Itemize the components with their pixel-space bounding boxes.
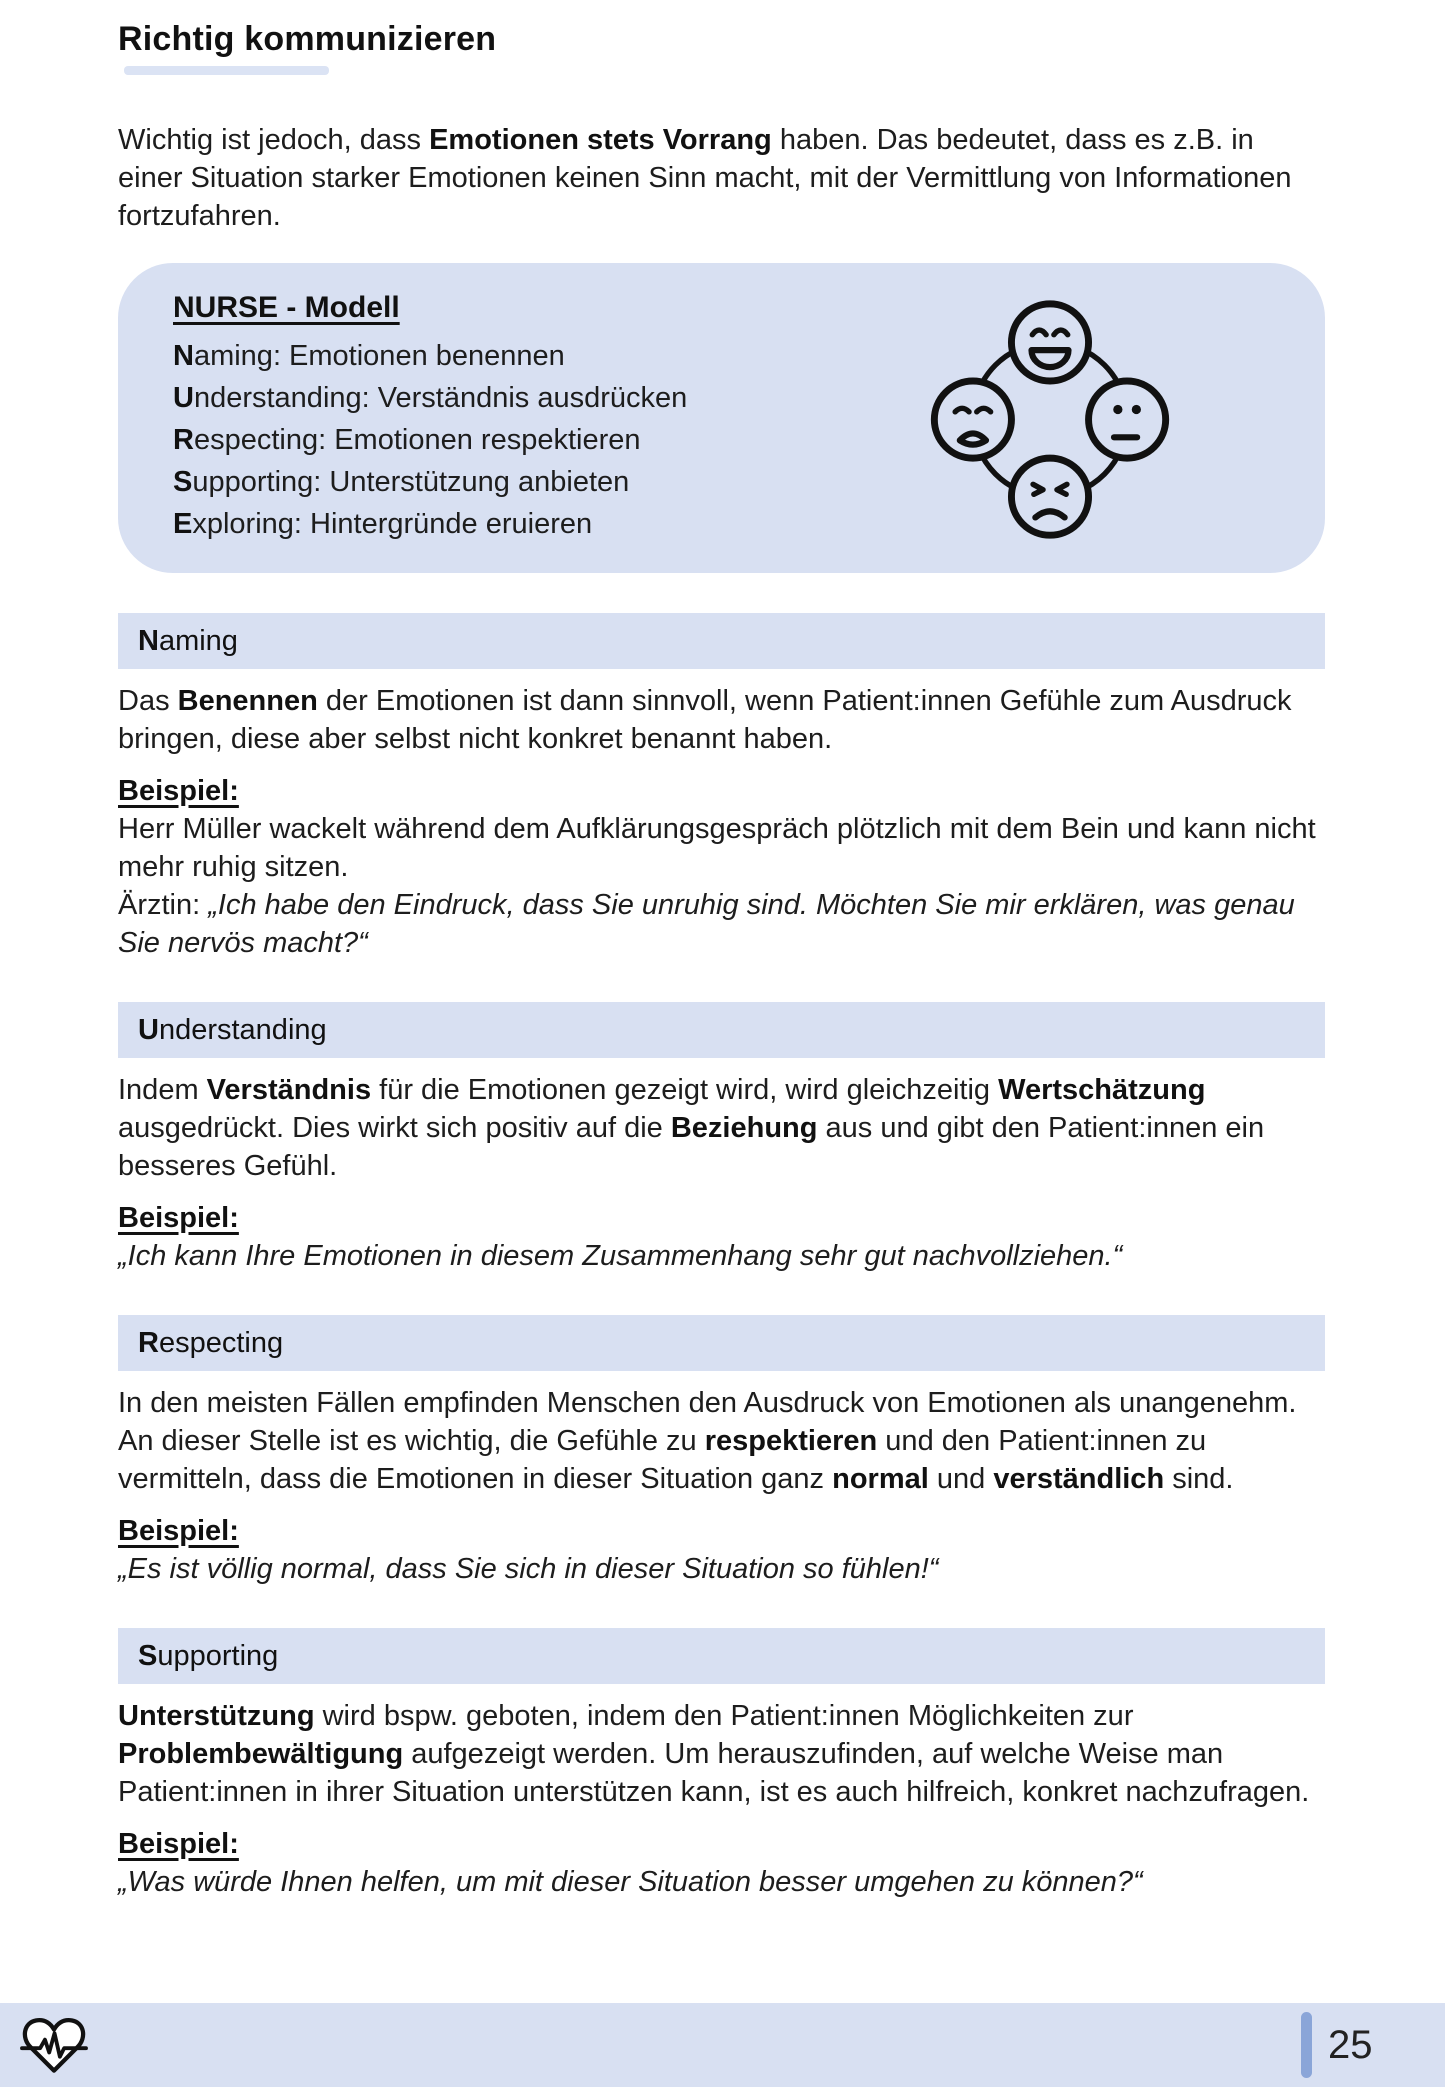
angry-face-icon (1011, 458, 1088, 535)
section-body (118, 1697, 1325, 1811)
four-emotion-faces-icon (925, 290, 1175, 546)
nurse-model-box (118, 263, 1325, 573)
text-segment: E (173, 508, 193, 540)
text-segment: xploring: Hintergründe eruieren (192, 508, 593, 540)
text-line (118, 1550, 1325, 1588)
text-segment: „Es ist völlig normal, dass Sie sich in dieser Situation so fühlen!“ (118, 1553, 939, 1585)
section-header (118, 1002, 1325, 1058)
text-segment: S (173, 466, 193, 498)
text-segment: Unterstützung (118, 1700, 315, 1732)
text-segment: „Ich habe den Eindruck, dass Sie unruhig sind. Möchten Sie mir erklären, was genau Sie nervös macht?“ (118, 889, 1295, 959)
text-segment: und (928, 1463, 994, 1495)
text-segment: ausgedrückt. Dies wirkt sich positiv auf die (118, 1112, 671, 1144)
text-line (173, 461, 925, 503)
page-number: 25 (1328, 2022, 1373, 2067)
section-header (118, 613, 1325, 669)
text-segment: U (173, 382, 194, 414)
text-segment: In den meisten Fällen empfinden Menschen den Ausdruck von Emotionen als unangenehm. An dieser Stelle ist es wichtig, die Gefühle zu (118, 1387, 1297, 1457)
text-segment: especting (158, 1326, 284, 1359)
beispiel-label: Beispiel: (118, 1828, 239, 1860)
page-number-group (1301, 2003, 1373, 2087)
section-body (118, 1071, 1325, 1185)
text-segment: aufgezeigt werden. Um herauszufinden, auf welche Weise man Patient:innen in ihrer Situation unterstützen kann, ist es auch hilfreich, konkret nachzufragen. (118, 1738, 1310, 1808)
text-segment: Beziehung (670, 1112, 818, 1144)
text-segment: Emotionen stets Vorrang (429, 124, 772, 156)
text-segment: Problembewältigung (118, 1738, 404, 1770)
happy-face-icon (1011, 304, 1088, 381)
text-line (173, 503, 925, 545)
text-segment: der Emotionen ist dann sinnvoll, wenn Patient:innen Gefühle zum Ausdruck bringen, diese aber selbst nicht konkret benannt haben. (118, 685, 1292, 755)
text-segment: U (138, 1013, 159, 1046)
text-segment: R (173, 424, 194, 456)
text-segment: für die Emotionen gezeigt wird, wird gleichzeitig (371, 1074, 999, 1106)
text-segment: nderstanding: Verständnis ausdrücken (193, 382, 688, 414)
text-segment: Herr Müller wackelt während dem Aufklärungsgespräch plötzlich mit dem Bein und kann nicht mehr ruhig sitzen. (118, 813, 1316, 883)
text-segment: haben. Das bedeutet, dass es z.B. in einer Situation starker Emotionen keinen Sinn macht, mit der Vermittlung von Informationen fortzufahren. (118, 124, 1292, 232)
text-segment: aming (158, 624, 238, 657)
section-supporting (118, 1628, 1325, 1901)
text-segment: Benennen (177, 685, 318, 717)
beispiel-label: Beispiel: (118, 1515, 239, 1547)
example-text (118, 1237, 1325, 1275)
example-text (118, 1863, 1325, 1901)
text-segment: verständlich (993, 1463, 1165, 1495)
text-segment: S (138, 1639, 158, 1672)
text-segment: N (138, 624, 159, 657)
section-body (118, 682, 1325, 758)
neutral-face-icon (1089, 381, 1166, 458)
text-segment: Wertschätzung (998, 1074, 1206, 1106)
text-segment: upporting: Unterstützung anbieten (192, 466, 630, 498)
text-segment: Indem (118, 1074, 207, 1106)
section-header (118, 1315, 1325, 1371)
text-line (118, 1237, 1325, 1275)
section-respecting (118, 1315, 1325, 1588)
text-segment: nderstanding (158, 1013, 327, 1046)
beispiel-label: Beispiel: (118, 1202, 239, 1234)
text-segment: N (173, 340, 194, 372)
text-segment: R (138, 1326, 159, 1359)
title-underline-decoration (124, 66, 329, 75)
heartbeat-heart-icon (18, 2013, 90, 2077)
text-line (173, 335, 925, 377)
text-line (118, 810, 1325, 886)
section-naming (118, 613, 1325, 962)
page-footer (0, 2003, 1445, 2087)
text-segment: und den Patient:innen zu vermitteln, dass die Emotionen in dieser Situation ganz (118, 1425, 1207, 1495)
text-segment: sind. (1164, 1463, 1234, 1495)
text-segment: „Was würde Ihnen helfen, um mit dieser Situation besser umgehen zu können?“ (118, 1866, 1143, 1898)
text-segment: wird bspw. geboten, indem den Patient:innen Möglichkeiten zur (314, 1700, 1134, 1732)
sad-face-icon (934, 381, 1011, 458)
text-segment: aming: Emotionen benennen (193, 340, 565, 372)
text-line (173, 377, 925, 419)
nurse-model-text (173, 291, 925, 545)
text-line (118, 1863, 1325, 1901)
title-block (118, 20, 1325, 75)
text-segment: respektieren (704, 1425, 878, 1457)
text-segment: Verständnis (206, 1074, 372, 1106)
section-header (118, 1628, 1325, 1684)
nurse-model-list (173, 335, 925, 545)
text-line (173, 419, 925, 461)
intro-paragraph (118, 121, 1325, 235)
text-segment: normal (832, 1463, 929, 1495)
page-number-accent-bar (1301, 2012, 1312, 2078)
text-segment: upporting (157, 1639, 279, 1672)
text-line (118, 886, 1325, 962)
beispiel-label: Beispiel: (118, 775, 239, 807)
text-segment: Wichtig ist jedoch, dass (118, 124, 430, 156)
nurse-model-title: NURSE - Modell (173, 291, 400, 324)
section-understanding (118, 1002, 1325, 1275)
page-title: Richtig kommunizieren (118, 20, 497, 58)
text-segment: „Ich kann Ihre Emotionen in diesem Zusammenhang sehr gut nachvollziehen.“ (118, 1240, 1123, 1272)
text-segment: aus und gibt den Patient:innen ein besseres Gefühl. (118, 1112, 1265, 1182)
example-text (118, 1550, 1325, 1588)
text-segment: especting: Emotionen respektieren (193, 424, 641, 456)
text-segment: Das (118, 685, 178, 717)
section-body (118, 1384, 1325, 1498)
example-text (118, 810, 1325, 962)
text-segment: Ärztin: (118, 889, 209, 921)
